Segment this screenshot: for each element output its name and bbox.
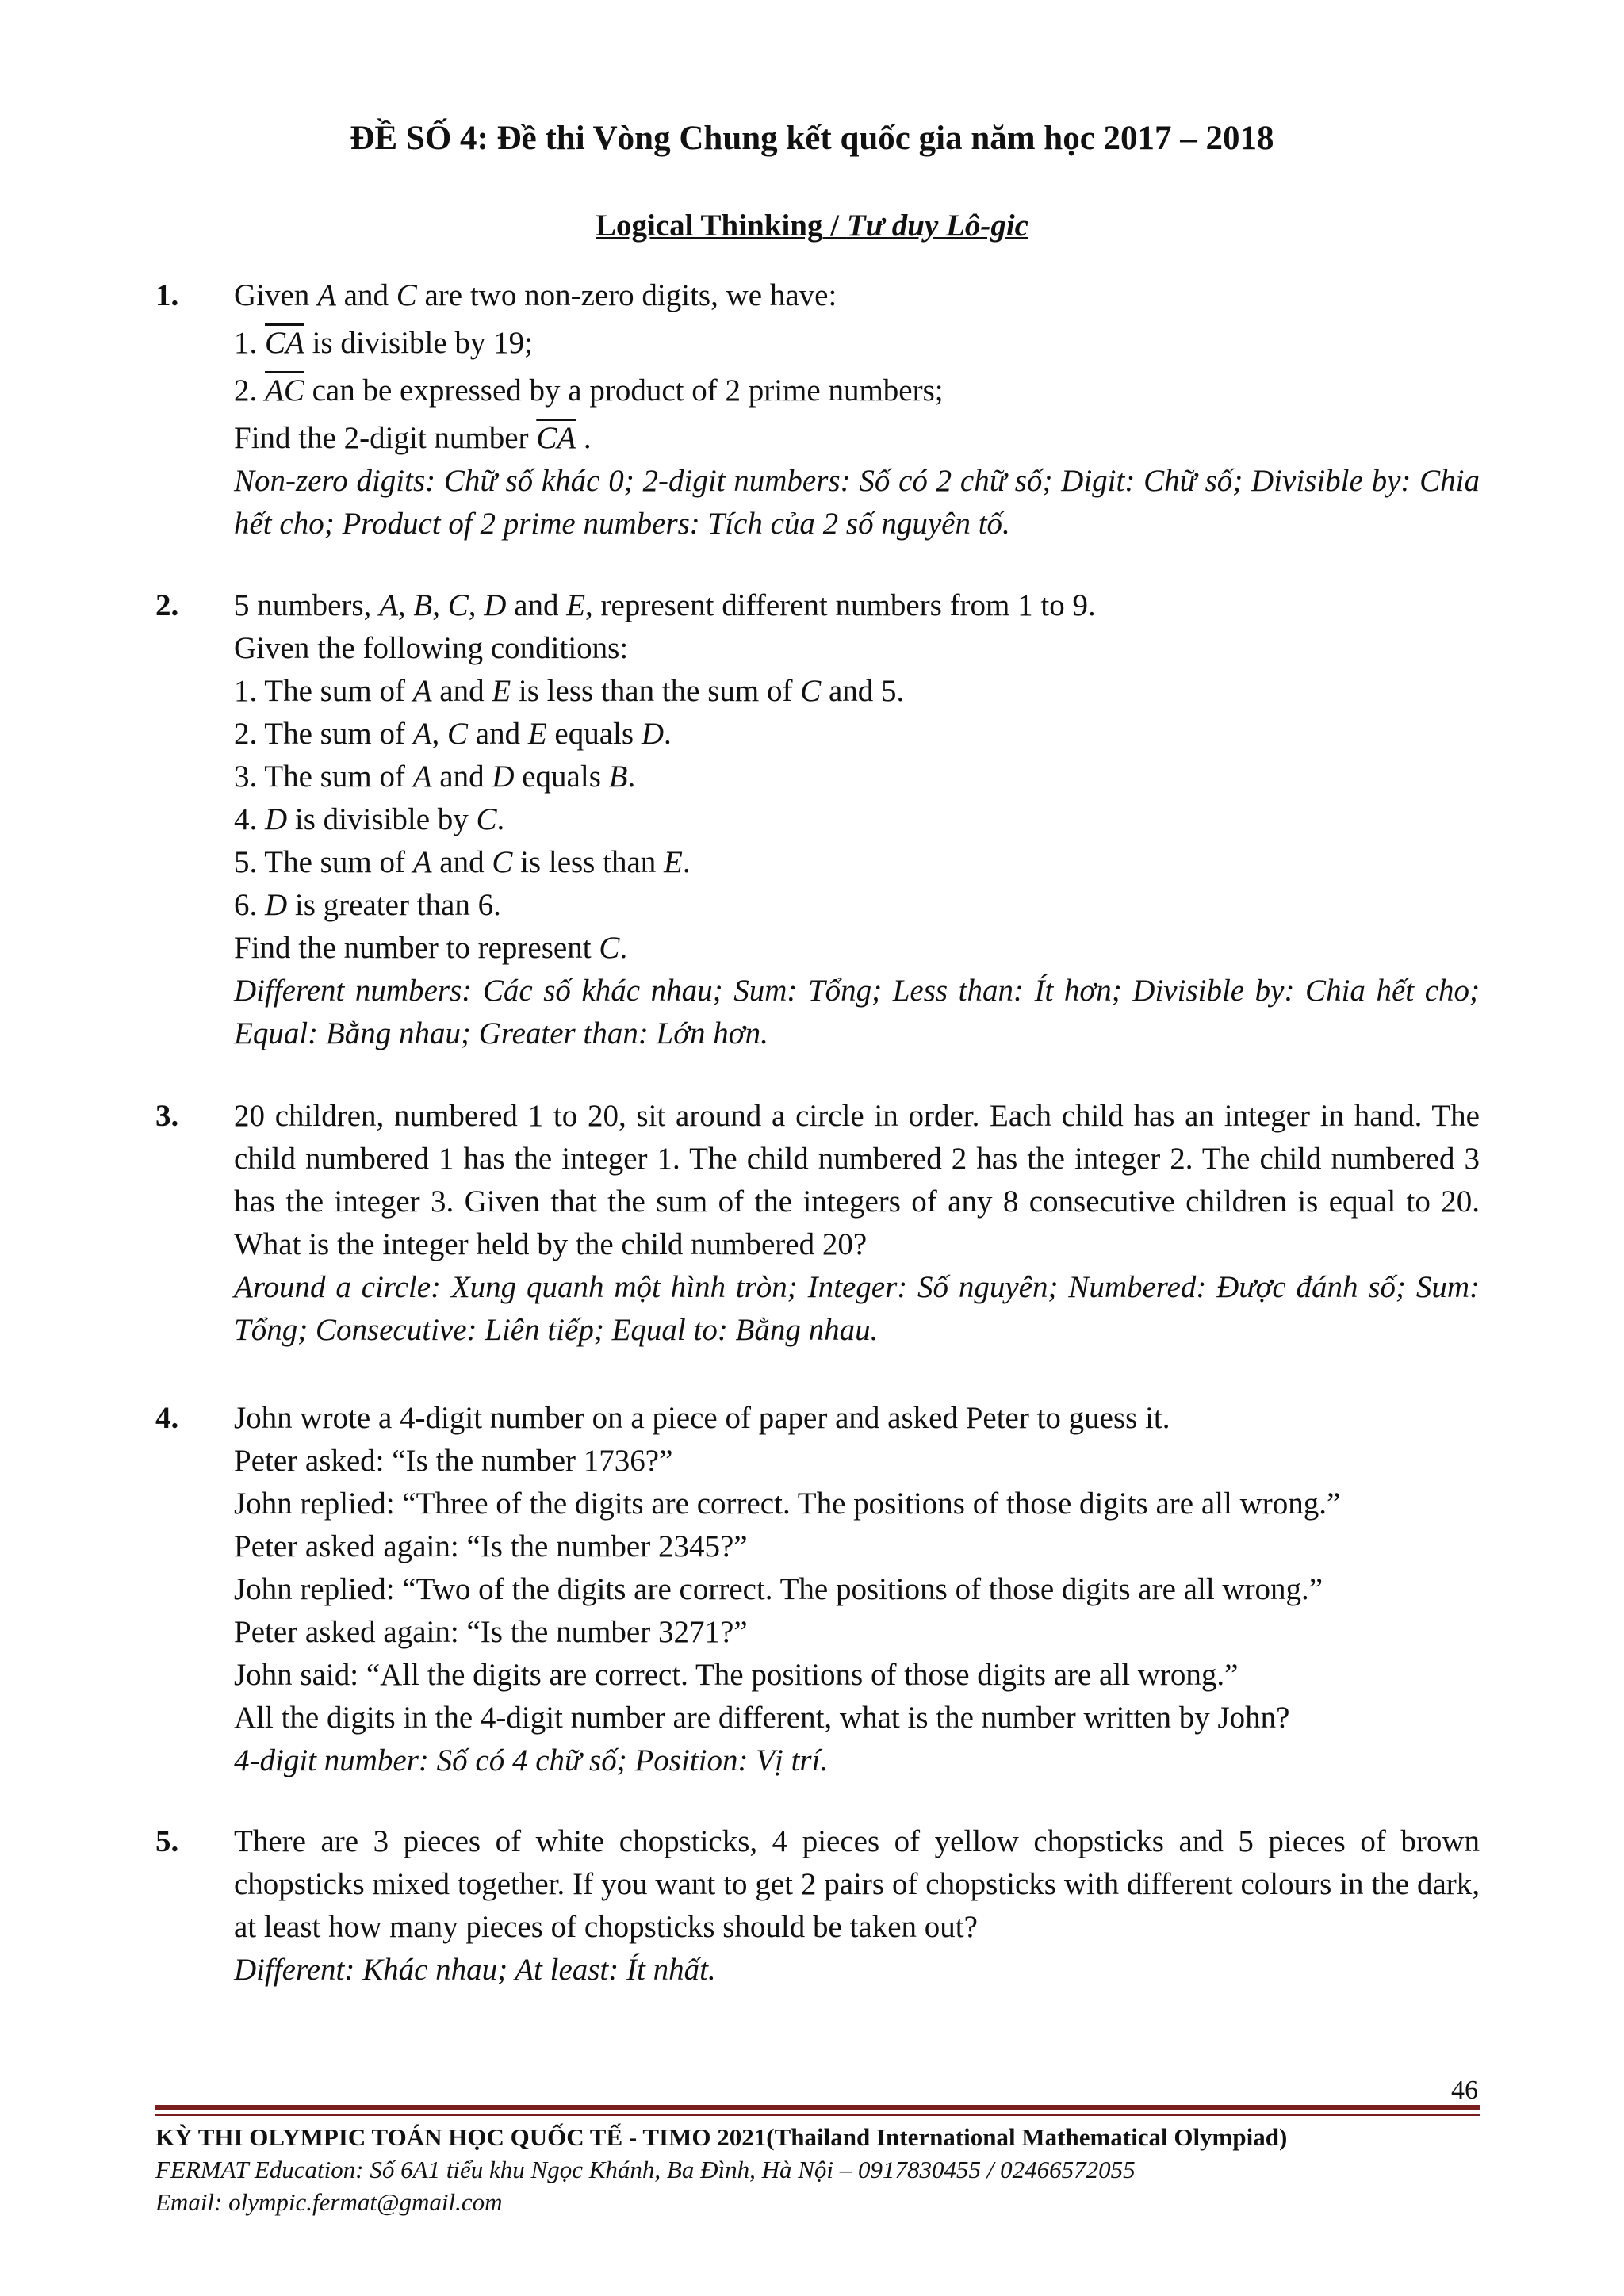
text-run: 5 numbers, [234,588,380,622]
variable: B [608,760,628,794]
variable: A [412,760,432,794]
page-title: ĐỀ SỐ 4: Đề thi Vòng Chung kết quốc gia năm học 2017 – 2018 [350,120,1274,157]
text-run: and [506,588,567,622]
text-run: , represent different numbers from 1 to 9. [585,588,1096,622]
question-body [234,1397,1480,1782]
text-run: and 5. [821,674,905,708]
variable: D [484,588,507,622]
variable: D [492,760,515,794]
variable: B [413,588,433,622]
question-line: John replied: “Two of the digits are correct. The positions of those digits are all wrong.” [234,1572,1323,1606]
question-body [234,1820,1480,1992]
footer-address: FERMAT Education: Số 6A1 tiểu khu Ngọc Khánh, Ba Đình, Hà Nội – 0917830455 / 02466572055 [155,2156,1136,2183]
question-line: Peter asked again: “Is the number 2345?” [234,1529,748,1563]
section-separator: / [822,209,847,243]
text-run: . [663,717,672,751]
vocabulary-gloss: Different: Khác nhau; At least: Ít nhất. [234,1953,716,1987]
page-number: 46 [1451,2076,1478,2105]
question-line: John wrote a 4-digit number on a piece of paper and asked Peter to guess it. [234,1401,1170,1435]
variable: C [800,674,822,708]
section-heading [0,208,1624,243]
question-line [234,927,1480,970]
text-run: 2. [234,373,265,408]
condition-1 [234,670,1480,713]
vocabulary-gloss: 4-digit number: Số có 4 chữ số; Position: Vị trí. [234,1743,829,1777]
condition-3 [234,756,1480,798]
variable: C [599,931,620,965]
question-line [234,322,1480,365]
footer-rule-thin [155,2114,1480,2116]
text-run: equals [546,717,642,751]
overlined-number: $\overline{CA}$ [536,421,576,455]
text-run: , [468,588,485,622]
overlined-number: $\overline{CA}$ [265,326,304,360]
text-run: 1. The sum of [234,674,413,708]
variable: C [447,588,469,622]
variable: E [492,674,511,708]
question-text: There are 3 pieces of white chopsticks, 4 pieces of yellow chopsticks and 5 pieces of brown chopsticks mixed together. If you want to get 2 pairs of chopsticks with different colours in the dark, at least how many pieces of chopsticks should be taken out? [234,1824,1480,1944]
question-line: Given the following conditions: [234,631,629,665]
variable: D [265,888,288,922]
text-run: . [682,845,691,879]
text-run: is divisible by 19; [304,326,534,360]
variable: A [379,588,398,622]
question-number: 4. [155,1401,179,1435]
variable: C [447,717,469,751]
variable: A [412,674,432,708]
text-run: is less than the sum of [511,674,801,708]
footer-competition: KỲ THI OLYMPIC TOÁN HỌC QUỐC TẾ - TIMO 2021(Thailand International Mathematical Olympiad) [155,2123,1288,2151]
text-run: . [496,802,505,836]
text-run: 4. [234,802,265,836]
text-run: can be expressed by a product of 2 prime numbers; [304,373,944,408]
question-line: Peter asked: “Is the number 1736?” [234,1444,673,1478]
condition-4 [234,798,1480,841]
text-run: , [397,588,414,622]
question-body [234,584,1480,1055]
text-run: is greater than 6. [287,888,501,922]
text-run: 6. [234,888,265,922]
variable: C [476,802,497,836]
text-run: 1. [234,326,265,360]
text-run: , [431,717,448,751]
section-title-en: Logical Thinking [596,209,823,243]
text-run: , [432,588,448,622]
text-run: and [335,278,396,312]
vocabulary-gloss: Non-zero digits: Chữ số khác 0; 2-digit numbers: Số có 2 chữ số; Digit: Chữ số; Divisible by: Chia hết cho; Product of 2 prime numbers: Tích của 2 số nguyên tố. [234,464,1480,541]
question-line: John said: “All the digits are correct. The positions of those digits are all wrong.” [234,1658,1239,1692]
footer-email: Email: olympic.fermat@gmail.com [155,2188,503,2216]
question-body [234,274,1480,545]
vocabulary-gloss: Different numbers: Các số khác nhau; Sum: Tổng; Less than: Ít hơn; Divisible by: Chia hết cho; Equal: Bằng nhau; Greater than: Lớn hơn. [234,974,1480,1050]
question-line: John replied: “Three of the digits are correct. The positions of those digits are all wrong.” [234,1487,1341,1521]
question-number: 2. [155,588,179,622]
text-run: Given [234,278,318,312]
question-line [234,584,1480,627]
text-run: Find the number to represent [234,931,599,965]
question-line: All the digits in the 4-digit number are different, what is the number written by John? [234,1701,1290,1735]
variable: A [412,845,432,879]
text-run: and [431,674,492,708]
variable: D [265,802,288,836]
question-line [234,274,1480,317]
question-number: 1. [155,278,179,312]
question-number: 5. [155,1824,179,1858]
condition-6 [234,884,1480,927]
text-run: is divisible by [287,802,477,836]
variable: C [492,845,513,879]
condition-2 [234,713,1480,756]
variable: A [412,717,432,751]
question-line [234,369,1480,412]
variable: D [641,717,664,751]
text-run: 2. The sum of [234,717,413,751]
question-body [234,1095,1480,1352]
section-title-vi: Tư duy Lô-gic [846,209,1028,243]
text-run: Find the 2-digit number [234,421,537,455]
question-line: Peter asked again: “Is the number 3271?” [234,1615,748,1649]
vocabulary-gloss: Around a circle: Xung quanh một hình tròn; Integer: Số nguyên; Numbered: Được đánh số; Sum: Tổng; Consecutive: Liên tiếp; Equal to: Bằng nhau. [234,1270,1480,1347]
question-line [234,417,1480,460]
question-number: 3. [155,1099,179,1133]
text-run: equals [514,760,609,794]
text-run: . [576,421,592,455]
text-run: . [627,760,636,794]
text-run: and [431,760,492,794]
variable: E [527,717,547,751]
variable: A [317,278,336,312]
text-run: 5. The sum of [234,845,413,879]
variable: C [396,278,417,312]
text-run: 3. The sum of [234,760,413,794]
variable: E [566,588,586,622]
variable: E [664,845,683,879]
text-run: and [468,717,528,751]
footer-rule [155,2105,1480,2110]
text-run: . [619,931,628,965]
text-run: is less than [512,845,665,879]
overlined-number: $\overline{AC}$ [265,373,304,408]
condition-5 [234,841,1480,884]
text-run: are two non-zero digits, we have: [416,278,837,312]
question-text: 20 children, numbered 1 to 20, sit around a circle in order. Each child has an integer in hand. The child numbered 1 has the integer 1. The child numbered 2 has the integer 2. The child numbered 3 has the integer 3. Given that the sum of the integers of any 8 consecutive children is equal to 20. What is the integer held by the child numbered 20? [234,1099,1480,1261]
text-run: and [431,845,492,879]
